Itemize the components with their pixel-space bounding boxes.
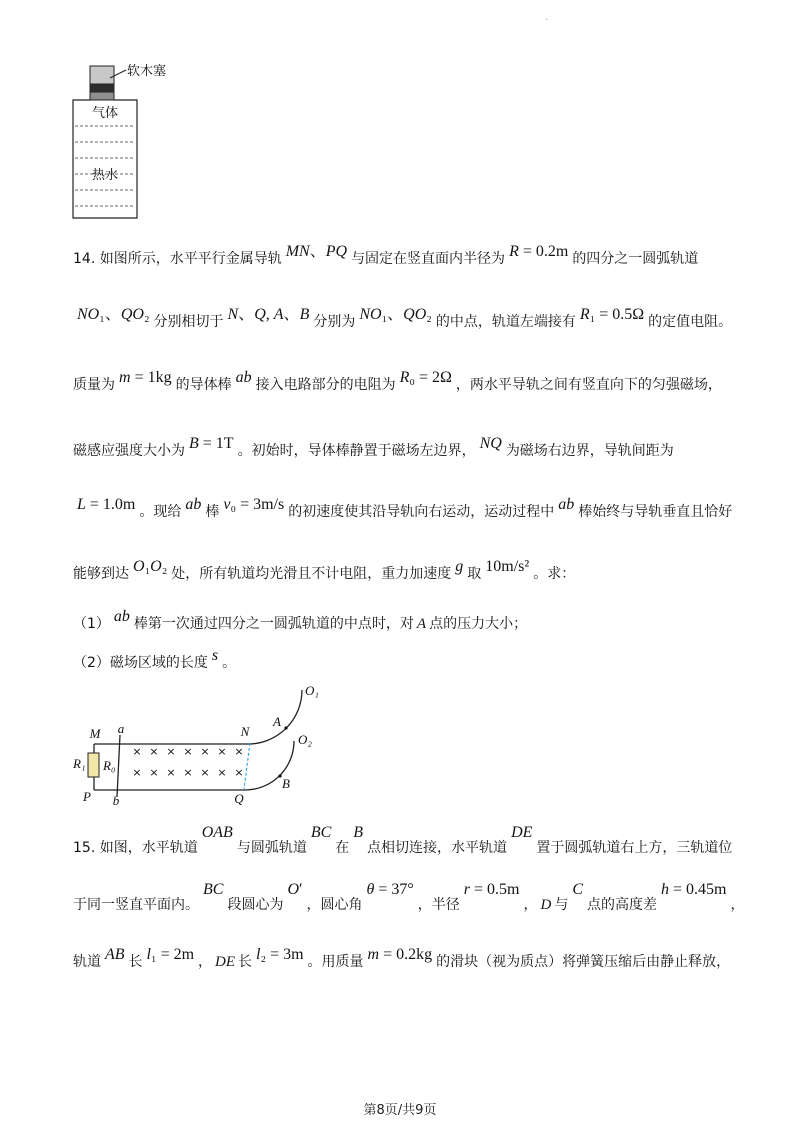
rails-figure xyxy=(70,680,330,810)
math-text: = 1kg xyxy=(130,369,172,386)
field-mark: × xyxy=(234,766,244,779)
text-run: 能够到达 xyxy=(73,566,129,582)
math-symbol: R xyxy=(399,369,410,386)
formula xyxy=(212,647,218,665)
text-run: 。初始时，导体棒静置于磁场左边界， xyxy=(237,443,476,459)
text-run: 磁感应强度大小为 xyxy=(73,443,185,459)
math-symbol: m xyxy=(119,369,131,386)
math-symbol: O xyxy=(133,558,145,575)
point-a-dot xyxy=(284,726,287,729)
math-symbol: ab xyxy=(185,496,202,513)
formula xyxy=(228,306,310,324)
water-label: 热水 xyxy=(91,168,119,183)
formula xyxy=(485,558,529,576)
text-run: （1） xyxy=(73,616,110,632)
math-symbol: ab xyxy=(558,496,575,513)
field-mark: × xyxy=(183,766,193,779)
formula xyxy=(114,608,130,626)
math-text: = 0.45m xyxy=(669,881,727,898)
text-run: 段圆心为 xyxy=(227,897,284,913)
q14-line-3 xyxy=(73,369,722,394)
formula xyxy=(189,435,234,453)
formula xyxy=(77,496,135,514)
formula xyxy=(368,946,433,964)
formula xyxy=(572,881,583,899)
formula xyxy=(223,496,284,514)
field-mark: × xyxy=(200,745,210,758)
inline-variable: D xyxy=(540,897,552,913)
math-text: ₁ xyxy=(144,558,151,575)
formula xyxy=(236,369,252,387)
formula xyxy=(185,496,201,514)
q14-line-1 xyxy=(73,243,699,268)
math-symbol: g xyxy=(455,558,464,575)
text-run: 分别相切于 xyxy=(153,314,224,330)
formula xyxy=(133,558,167,576)
formula xyxy=(367,881,414,899)
field-mark: × xyxy=(234,745,244,758)
math-symbol: s xyxy=(211,647,219,664)
inline-variable: DE xyxy=(215,954,236,970)
math-symbol: C xyxy=(572,881,584,898)
math-text: = 1T xyxy=(198,435,234,452)
formula xyxy=(256,946,304,964)
q14-subquestion-2 xyxy=(73,647,237,672)
math-text: ₂ xyxy=(426,306,432,323)
text-run: 。用质量 xyxy=(307,954,364,970)
math-symbol: OAB xyxy=(201,824,233,841)
cork-top xyxy=(90,66,114,84)
math-symbol: QO xyxy=(403,306,427,323)
text-run: 的导体棒 xyxy=(175,377,232,393)
label-b-rod: b xyxy=(112,793,120,808)
math-symbol: NQ xyxy=(479,435,502,452)
q15-line-1 xyxy=(73,824,733,857)
q14-line-6 xyxy=(73,558,576,583)
text-run: 轨道 xyxy=(73,954,101,970)
label-m: M xyxy=(89,726,101,741)
text-run: 质量为 xyxy=(73,377,115,393)
text-run: 长 xyxy=(238,954,253,970)
text-run: 长 xyxy=(128,954,143,970)
label-o1: O₁ xyxy=(305,683,319,698)
text-run: ，圆心角 xyxy=(306,897,363,913)
math-symbol: A xyxy=(273,306,284,323)
text-run: （2）磁场区域的长度 xyxy=(73,655,208,671)
q14-line-4 xyxy=(73,435,674,460)
text-run: 为磁场右边界，导轨间距为 xyxy=(505,443,674,459)
math-text: 、 xyxy=(309,243,326,260)
formula xyxy=(511,824,532,842)
label-r0: R₀ xyxy=(103,758,116,773)
math-text: ₁ = 2m xyxy=(151,946,195,963)
cork-plug xyxy=(90,92,114,100)
text-run: 点相切连接，水平轨道 xyxy=(367,840,508,856)
text-run: ， xyxy=(523,897,538,913)
math-text: ′ xyxy=(299,881,303,898)
text-run: 于同一竖直平面内。 xyxy=(73,897,199,913)
formula xyxy=(203,881,223,899)
math-symbol: DE xyxy=(511,824,533,841)
math-text: ₂ xyxy=(143,306,150,323)
gas-label: 气体 xyxy=(91,106,119,121)
text-run: 。 xyxy=(222,655,237,671)
text-run: 的初速度使其沿导轨向右运动，运动过程中 xyxy=(288,504,555,520)
text-run: 在 xyxy=(335,840,350,856)
q14-subquestion-1 xyxy=(73,608,528,633)
math-text: = 37° xyxy=(374,881,414,898)
text-run: 棒始终与导轨垂直且恰好 xyxy=(578,504,733,520)
formula xyxy=(147,946,195,964)
q14-line-2 xyxy=(73,306,733,331)
label-o2: O₂ xyxy=(298,732,312,747)
field-right-boundary xyxy=(244,743,250,789)
formula xyxy=(359,306,432,324)
formula xyxy=(580,306,644,324)
formula xyxy=(105,946,125,964)
math-text: = 0.2m xyxy=(518,243,569,260)
math-symbol: l xyxy=(256,946,261,963)
label-r1: R₁ xyxy=(73,756,86,771)
math-symbol: BC xyxy=(203,881,224,898)
formula xyxy=(509,243,568,261)
formula xyxy=(353,824,363,842)
math-text: = 0.2kg xyxy=(379,946,433,963)
text-run: 棒 xyxy=(205,504,220,520)
field-mark: × xyxy=(132,766,142,779)
formula xyxy=(464,881,520,899)
text-run: 置于圆弧轨道右上方，三轨道位 xyxy=(536,840,733,856)
math-symbol: PQ xyxy=(325,243,348,260)
label-q: Q xyxy=(234,791,244,806)
math-text: ₂ xyxy=(161,558,168,575)
text-run: ，半径 xyxy=(417,897,460,913)
math-symbol: B xyxy=(299,306,310,323)
text-run: 棒第一次通过四分之一圆弧轨道的中点时，对 xyxy=(133,616,414,632)
math-symbol: h xyxy=(661,881,670,898)
page-footer: 第8页/共9页 xyxy=(363,1103,437,1118)
text-run: 取 xyxy=(467,566,482,582)
formula xyxy=(400,369,452,387)
label-p: P xyxy=(83,789,91,804)
formula xyxy=(202,824,233,842)
formula xyxy=(287,881,302,899)
text-run: 的滑块（视为质点）将弹簧压缩后由静止释放， xyxy=(436,954,731,970)
math-symbol: L xyxy=(77,496,86,513)
math-symbol: NO xyxy=(77,306,100,323)
text-run: 。现给 xyxy=(139,504,182,520)
field-mark: × xyxy=(166,766,176,779)
formula xyxy=(119,369,172,387)
field-mark: × xyxy=(149,745,159,758)
text-run: ，两水平导轨之间有竖直向下的匀强磁场， xyxy=(455,377,722,393)
math-symbol: v xyxy=(223,496,231,513)
math-symbol: θ xyxy=(366,881,375,898)
resistor-r1 xyxy=(88,753,99,777)
text-run: 的四分之一圆弧轨道 xyxy=(572,251,699,267)
field-mark: × xyxy=(217,766,227,779)
field-mark: × xyxy=(149,766,159,779)
bottle-figure xyxy=(65,58,185,223)
formula xyxy=(661,881,726,899)
text-run: 与 xyxy=(554,897,569,913)
math-symbol: NO xyxy=(359,306,382,323)
math-symbol: MN xyxy=(285,243,310,260)
text-run: 。求： xyxy=(533,566,576,582)
math-symbol: ab xyxy=(235,369,252,386)
text-run: 点的压力大小； xyxy=(429,616,528,632)
math-text: , xyxy=(265,306,274,323)
label-point-b: B xyxy=(282,776,290,791)
label-a: a xyxy=(117,721,125,736)
text-run: ， xyxy=(198,954,213,970)
math-text: = 0.5m xyxy=(470,881,520,898)
math-symbol: AB xyxy=(105,946,125,963)
field-mark: × xyxy=(200,766,210,779)
cork-band xyxy=(90,84,114,92)
text-run: 与固定在竖直面内半径为 xyxy=(351,251,506,267)
math-symbol: N xyxy=(227,306,239,323)
math-text: ₁、 xyxy=(99,306,121,323)
math-text: 、 xyxy=(283,306,300,323)
label-n: N xyxy=(240,724,250,739)
q15-line-3 xyxy=(73,946,731,971)
math-text: ₁、 xyxy=(381,306,404,323)
math-symbol: O xyxy=(287,881,300,898)
math-symbol: O xyxy=(150,558,162,575)
math-text: = 1.0m xyxy=(85,496,136,513)
label-point-a: A xyxy=(273,714,281,729)
field-mark: × xyxy=(132,745,142,758)
text-run: ， xyxy=(730,897,745,913)
math-symbol: ab xyxy=(113,608,130,625)
inline-variable: A xyxy=(416,616,427,632)
formula xyxy=(286,243,347,261)
field-mark: × xyxy=(183,745,193,758)
formula xyxy=(77,306,150,324)
math-text: ₀ = 2Ω xyxy=(409,369,452,386)
q15-line-2 xyxy=(73,881,745,914)
math-text: ₀ = 3m/s xyxy=(230,496,285,513)
field-mark: × xyxy=(217,745,227,758)
math-symbol: B xyxy=(189,435,199,452)
q14-line-5 xyxy=(73,496,733,521)
text-run: 接入电路部分的电阻为 xyxy=(255,377,396,393)
formula xyxy=(311,824,331,842)
math-symbol: B xyxy=(353,824,364,841)
math-text: ₁ = 0.5Ω xyxy=(589,306,645,323)
formula xyxy=(455,558,463,576)
text-run: 与圆弧轨道 xyxy=(236,840,307,856)
math-symbol: QO xyxy=(120,306,144,323)
math-text: 10m/s² xyxy=(485,558,530,575)
cork-label: 软木塞 xyxy=(127,64,167,79)
math-symbol: l xyxy=(146,946,151,963)
math-text: ₂ = 3m xyxy=(260,946,304,963)
field-mark: × xyxy=(166,745,176,758)
math-symbol: m xyxy=(367,946,380,963)
text-run: 的定值电阻。 xyxy=(648,314,733,330)
math-symbol: R xyxy=(509,243,519,260)
text-run: 14. 如图所示，水平平行金属导轨 xyxy=(73,251,282,267)
text-run: 15. 如图，水平轨道 xyxy=(73,840,198,856)
text-run: 的中点，轨道左端接有 xyxy=(435,314,576,330)
formula xyxy=(480,435,502,453)
magnetic-field-marks xyxy=(132,745,243,779)
text-run: 分别为 xyxy=(313,314,356,330)
math-symbol: Q xyxy=(254,306,266,323)
formula xyxy=(558,496,574,514)
math-symbol: R xyxy=(579,306,590,323)
text-run: 处，所有轨道均光滑且不计电阻，重力加速度 xyxy=(171,566,452,582)
math-symbol: BC xyxy=(310,824,332,841)
corner-mark: . xyxy=(545,12,549,23)
text-run: 点的高度差 xyxy=(587,897,658,913)
water-dashed-lines xyxy=(75,126,135,206)
math-symbol: r xyxy=(463,881,471,898)
math-text: 、 xyxy=(238,306,255,323)
